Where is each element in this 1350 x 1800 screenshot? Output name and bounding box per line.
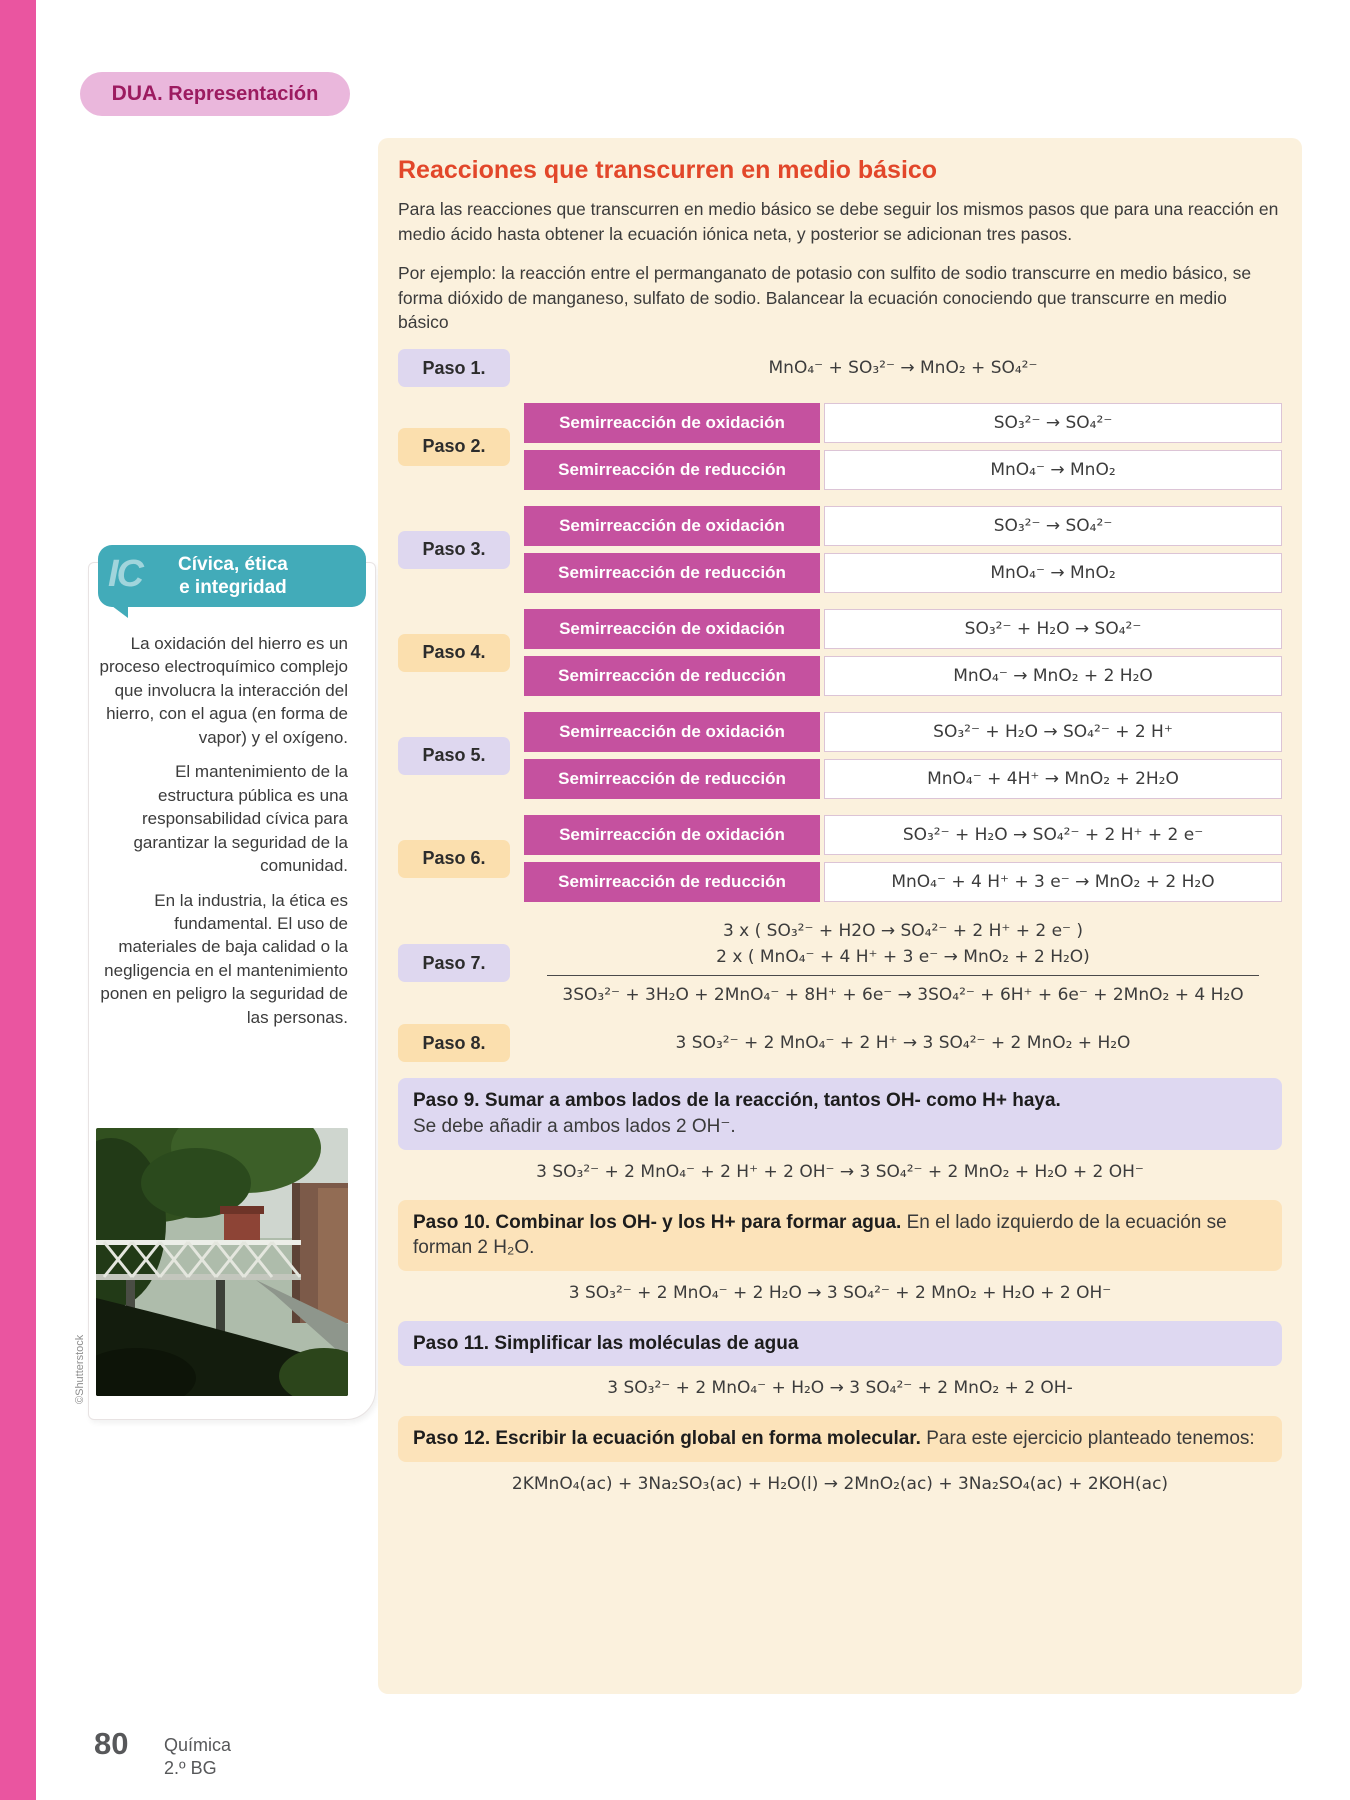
intro-paragraph: Por ejemplo: la reacción entre el permanganato de potasio con sulfito de sodio transcurre en medio básico, se forma dióxido de manganeso, sulfato de sodio. Balancear la ecuación conociendo que transcurre en medio básico <box>398 262 1252 333</box>
section-title: Reacciones que transcurren en medio básico <box>398 156 938 184</box>
step-row-7 <box>398 918 1282 1008</box>
civics-paragraph: La oxidación del hierro es un proceso electroquímico complejo que involucra la interacción del hierro, con el agua (en forma de vapor) y el oxígeno. <box>99 634 348 747</box>
step-banner-rest: En el lado izquierdo de la ecuación se forman 2 H₂O. <box>413 1211 1227 1259</box>
equation: MnO₄⁻ + 4H⁺ → MnO₂ + 2H₂O <box>824 759 1282 799</box>
book-grade: 2.º BG <box>164 1757 217 1778</box>
oxidation-label: Semirreacción de oxidación <box>524 712 820 752</box>
book-subject-name: Química <box>164 1735 232 1755</box>
step-banner-11 <box>398 1321 1282 1367</box>
oxidation-label: Semirreacción de oxidación <box>524 506 820 546</box>
step-banner-9 <box>398 1078 1282 1149</box>
civics-text <box>96 632 348 1040</box>
reduction-label: Semirreacción de reducción <box>524 450 820 490</box>
page-number: 80 <box>94 1726 129 1761</box>
equation: MnO₄⁻ + 4 H⁺ + 3 e⁻ → MnO₂ + 2 H₂O <box>824 862 1282 902</box>
dua-tag-rest: . Representación <box>157 82 319 105</box>
step-label: Paso 3. <box>398 531 510 569</box>
step-label: Paso 6. <box>398 840 510 878</box>
equation: 2 x ( MnO₄⁻ + 4 H⁺ + 3 e⁻ → MnO₂ + 2 H₂O) <box>547 944 1260 976</box>
equation: 3 SO₃²⁻ + 2 MnO₄⁻ + 2 H₂O → 3 SO₄²⁻ + 2 MnO₂ + H₂O + 2 OH⁻ <box>568 1282 1112 1303</box>
equation: 3 SO₃²⁻ + 2 MnO₄⁻ + H₂O → 3 SO₄²⁻ + 2 MnO₂ + 2 OH- <box>607 1378 1073 1399</box>
step-row-3 <box>398 506 1282 593</box>
equation: 3 SO₃²⁻ + 2 MnO₄⁻ + 2 H⁺ + 2 OH⁻ → 3 SO₄²⁻ + 2 MnO₂ + H₂O + 2 OH⁻ <box>536 1161 1144 1182</box>
reduction-label: Semirreacción de reducción <box>524 759 820 799</box>
step-label: Paso 7. <box>398 944 510 982</box>
dua-tag <box>80 72 350 116</box>
equation-sum-result: 3SO₃²⁻ + 3H₂O + 2MnO₄⁻ + 8H⁺ + 6e⁻ → 3SO₄²⁻ + 6H⁺ + 6e⁻ + 2MnO₂ + 4 H₂O <box>562 985 1244 1006</box>
civics-badge-tail <box>112 606 128 618</box>
step-row-2 <box>398 403 1282 490</box>
step-label: Paso 2. <box>398 428 510 466</box>
step-banner-bold: Paso 10. Combinar los OH- y los H+ para formar agua. <box>413 1211 902 1233</box>
civics-paragraph: En la industria, la ética es fundamental. El uso de materiales de baja calidad o la negligencia en el mantenimiento ponen en peligro la seguridad de las personas. <box>100 890 348 1027</box>
step-banner-rest: Se debe añadir a ambos lados 2 OH⁻. <box>413 1115 736 1137</box>
civics-badge <box>98 545 366 607</box>
oxidation-label: Semirreacción de oxidación <box>524 609 820 649</box>
equation: SO₃²⁻ → SO₄²⁻ <box>824 506 1282 546</box>
oxidation-label: Semirreacción de oxidación <box>524 815 820 855</box>
step-row-1 <box>398 349 1282 387</box>
oxidation-label: Semirreacción de oxidación <box>524 403 820 443</box>
step-row-4 <box>398 609 1282 696</box>
book-subject <box>164 1734 231 1779</box>
step-banner-bold: Paso 11. Simplificar las moléculas de agua <box>413 1332 799 1354</box>
equation: SO₃²⁻ + H₂O → SO₄²⁻ <box>824 609 1282 649</box>
page-accent-bar <box>0 0 36 1800</box>
content-panel <box>378 138 1302 1694</box>
equation: SO₃²⁻ → SO₄²⁻ <box>824 403 1282 443</box>
step-banner-rest: Para este ejercicio planteado tenemos: <box>920 1428 1255 1450</box>
reduction-label: Semirreacción de reducción <box>524 656 820 696</box>
step-label: Paso 5. <box>398 737 510 775</box>
step-label: Paso 4. <box>398 634 510 672</box>
equation: 3 x ( SO₃²⁻ + H2O → SO₄²⁻ + 2 H⁺ + 2 e⁻ ) <box>722 921 1084 942</box>
step-banner-bold: Paso 9. Sumar a ambos lados de la reacción, tantos OH- como H+ haya. <box>413 1090 1061 1112</box>
step-label: Paso 1. <box>398 349 510 387</box>
step-row-6 <box>398 815 1282 902</box>
step-label: Paso 8. <box>398 1024 510 1062</box>
civics-badge-line2: e integridad <box>179 577 287 598</box>
equation: 2KMnO₄(ac) + 3Na₂SO₃(ac) + H₂O(l) → 2MnO₂(ac) + 3Na₂SO₄(ac) + 2KOH(ac) <box>511 1474 1169 1495</box>
equation: 3 SO₃²⁻ + 2 MnO₄⁻ + 2 H⁺ → 3 SO₄²⁻ + 2 MnO₂ + H₂O <box>675 1033 1131 1054</box>
ic-logo-icon: IC <box>108 553 142 595</box>
step-banner-bold: Paso 12. Escribir la ecuación global en forma molecular. <box>413 1428 921 1450</box>
equation: MnO₄⁻ → MnO₂ + 2 H₂O <box>824 656 1282 696</box>
bridge-photo-illustration <box>96 1128 348 1396</box>
reduction-label: Semirreacción de reducción <box>524 862 820 902</box>
bridge-photo <box>96 1128 348 1396</box>
civics-badge-title <box>178 553 288 599</box>
civics-badge-line1: Cívica, ética <box>178 553 288 575</box>
equation: MnO₄⁻ → MnO₂ <box>824 553 1282 593</box>
equation: SO₃²⁻ + H₂O → SO₄²⁻ + 2 H⁺ + 2 e⁻ <box>824 815 1282 855</box>
step-banner-12 <box>398 1416 1282 1462</box>
step-row-5 <box>398 712 1282 799</box>
step-banner-10 <box>398 1200 1282 1271</box>
reduction-label: Semirreacción de reducción <box>524 553 820 593</box>
equation: MnO₄⁻ + SO₃²⁻ → MnO₂ + SO₄²⁻ <box>768 358 1038 379</box>
step-row-8 <box>398 1024 1282 1062</box>
intro-paragraph: Para las reacciones que transcurren en medio básico se debe seguir los mismos pasos que para una reacción en medio ácido hasta obtener la ecuación iónica neta, y posterior se adicionan tres pasos. <box>398 199 1279 244</box>
dua-tag-bold: DUA <box>111 82 158 105</box>
equation: SO₃²⁻ + H₂O → SO₄²⁻ + 2 H⁺ <box>824 712 1282 752</box>
photo-credit: ©Shutterstock <box>74 1334 86 1404</box>
civics-paragraph: El mantenimiento de la estructura pública es una responsabilidad cívica para garantizar la seguridad de la comunidad. <box>133 762 348 876</box>
equation: MnO₄⁻ → MnO₂ <box>824 450 1282 490</box>
